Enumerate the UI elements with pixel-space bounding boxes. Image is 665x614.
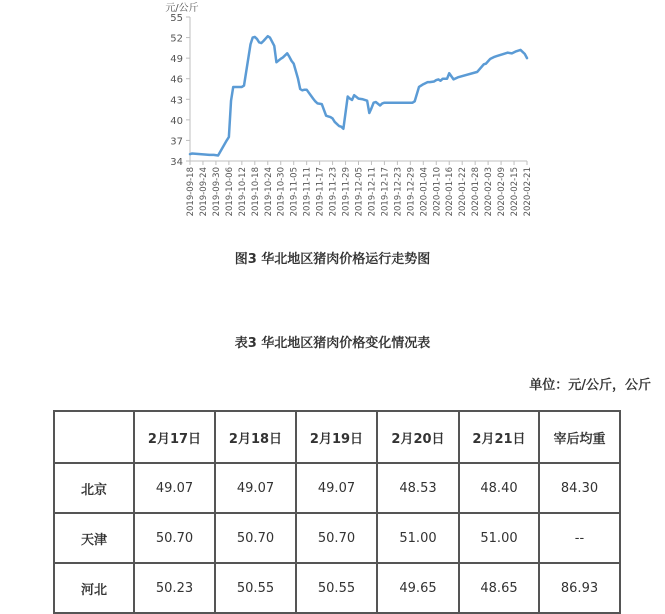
x-tick-label: 2020-01-04 (419, 167, 430, 217)
y-tick-label: 55 (170, 13, 183, 24)
header-cell: 宰后均重 (539, 411, 620, 463)
price-line-chart (0, 0, 665, 240)
header-cell: 2月19日 (296, 411, 377, 463)
table-cell: 50.55 (215, 563, 296, 613)
price-table (53, 410, 621, 614)
y-tick-label: 37 (170, 136, 183, 148)
table-cell: -- (539, 513, 620, 563)
y-tick-label: 40 (170, 115, 183, 127)
x-tick-label: 2020-01-22 (458, 167, 469, 217)
y-tick-label: 43 (170, 95, 183, 107)
y-tick-label: 34 (170, 157, 183, 168)
y-axis (170, 13, 190, 168)
x-tick-label: 2019-11-11 (302, 167, 313, 217)
table-header-row (54, 411, 620, 463)
series-line (190, 36, 527, 155)
x-tick-label: 2020-01-16 (445, 167, 456, 217)
x-tick-label: 2019-09-18 (186, 167, 196, 217)
table-cell: 49.65 (377, 563, 459, 613)
x-tick-label: 2020-01-28 (471, 166, 482, 217)
table-cell: 50.70 (134, 513, 215, 563)
table-cell: 51.00 (459, 513, 539, 563)
table-cell: 49.07 (296, 463, 377, 513)
x-axis (186, 161, 533, 216)
x-tick-label: 2019-12-11 (367, 167, 378, 217)
figure-caption: 图3 华北地区猪肉价格运行走势图 (234, 252, 431, 267)
x-tick-label: 2020-02-15 (510, 167, 521, 217)
x-tick-label: 2019-10-18 (250, 167, 261, 217)
x-tick-label: 2019-11-29 (341, 167, 352, 217)
table-cell: 49.07 (215, 463, 296, 513)
table-cell: 48.65 (459, 563, 539, 613)
row-label-cell: 天津 (54, 513, 134, 563)
header-cell (54, 411, 134, 463)
x-tick-label: 2019-11-05 (289, 167, 300, 217)
y-tick-label: 52 (170, 33, 183, 45)
x-tick-label: 2019-12-23 (393, 167, 404, 217)
x-tick-label: 2019-09-24 (198, 167, 209, 217)
table-row (54, 463, 620, 513)
x-tick-label: 2019-12-29 (406, 167, 417, 217)
x-tick-label: 2020-02-09 (497, 166, 508, 217)
table-cell: 50.55 (296, 563, 377, 613)
x-tick-label: 2019-11-17 (315, 167, 326, 217)
x-tick-label: 2019-10-30 (276, 167, 287, 217)
x-tick-label: 2019-10-12 (237, 167, 248, 217)
header-cell: 2月18日 (215, 411, 296, 463)
table-cell: 86.93 (539, 563, 620, 613)
y-tick-label: 49 (170, 54, 183, 66)
x-tick-label: 2020-02-21 (523, 167, 533, 217)
x-tick-label: 2019-10-24 (263, 167, 274, 217)
table-title: 表3 华北地区猪肉价格变化情况表 (234, 336, 431, 351)
unit-label: 单位：元/公斤，公斤 (529, 378, 651, 393)
x-tick-label: 2019-09-30 (211, 167, 222, 217)
table-cell: 51.00 (377, 513, 459, 563)
table-cell: 49.07 (134, 463, 215, 513)
table-cell: 50.23 (134, 563, 215, 613)
x-tick-label: 2020-02-03 (484, 166, 495, 217)
table-cell: 50.70 (296, 513, 377, 563)
table-row (54, 563, 620, 613)
y-tick-label: 46 (170, 74, 183, 86)
header-cell: 2月20日 (377, 411, 459, 463)
table-cell: 84.30 (539, 463, 620, 513)
table-cell: 48.53 (377, 463, 459, 513)
header-cell: 2月21日 (459, 411, 539, 463)
x-tick-label: 2019-11-23 (328, 167, 339, 217)
x-tick-label: 2019-12-17 (380, 167, 391, 217)
x-tick-label: 2019-10-06 (224, 167, 235, 217)
header-cell: 2月17日 (134, 411, 215, 463)
row-label-cell: 河北 (54, 563, 134, 613)
x-tick-label: 2020-01-10 (432, 167, 443, 217)
table-cell: 50.70 (215, 513, 296, 563)
table-cell: 48.40 (459, 463, 539, 513)
row-label-cell: 北京 (54, 463, 134, 513)
table-row (54, 513, 620, 563)
x-tick-label: 2019-12-05 (354, 167, 365, 217)
y-axis-unit-label: 元/公斤 (165, 3, 199, 14)
